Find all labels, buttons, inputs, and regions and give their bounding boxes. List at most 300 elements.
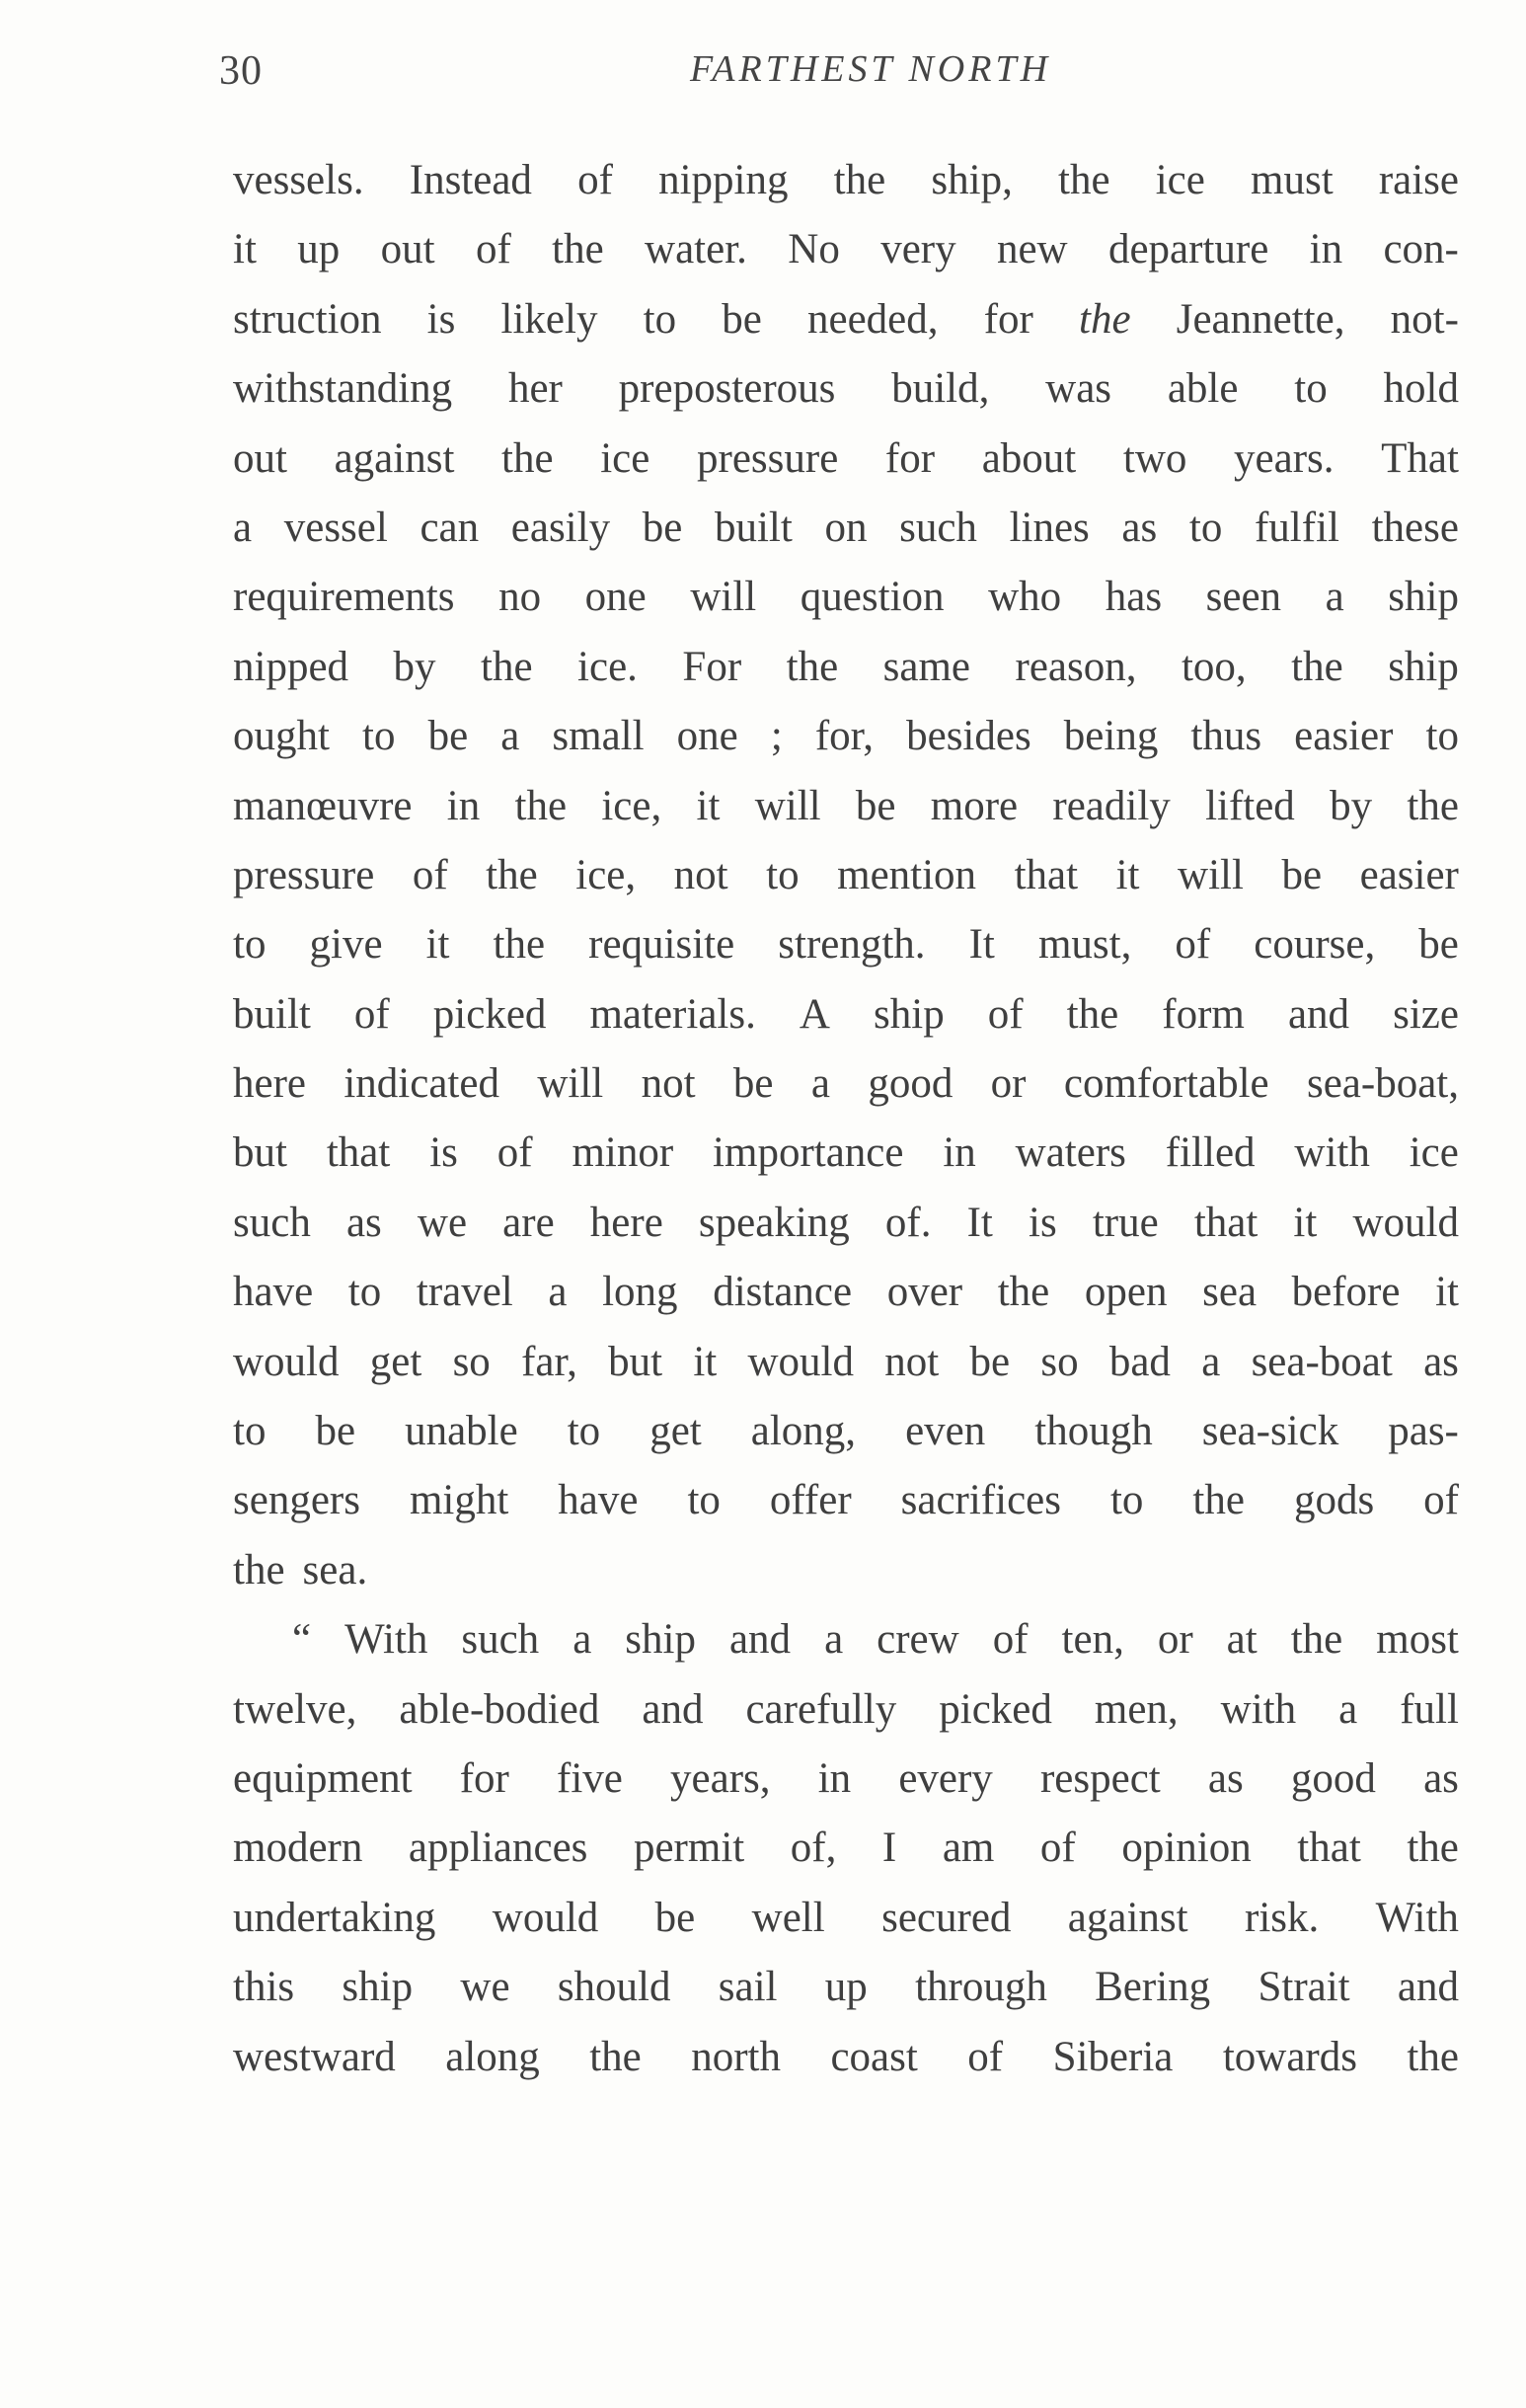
word: easier [1359,851,1459,898]
word: crew [877,1616,959,1664]
word: filled [1165,1129,1256,1177]
word: well [751,1894,825,1941]
word: a [572,1616,592,1664]
word: equipment [233,1754,413,1802]
word: It [966,1199,993,1246]
word: course, [1254,921,1376,969]
word: the [552,226,604,273]
word: one [584,574,647,621]
word: ought [233,713,330,760]
word: up [297,226,341,273]
word: would [747,1338,854,1385]
word: was [1045,365,1112,413]
running-title: FARTHEST NORTH [689,48,1052,90]
word: ice. [577,643,638,690]
word: the [1291,643,1343,690]
word: to [233,1408,267,1455]
word: the [786,643,839,690]
word: Jeannette, [1176,295,1345,343]
word: though [1034,1408,1153,1455]
text-line [233,354,1459,424]
word: gods [1293,1477,1375,1524]
word: a [1338,1685,1358,1733]
word: build, [891,365,990,413]
word: to [233,921,267,969]
word: as [1423,1338,1459,1385]
word: it [1293,1199,1318,1246]
word: No [788,226,840,273]
word: ten, [1061,1616,1124,1664]
word: as [1207,1754,1244,1802]
word: to [362,713,396,760]
word: years, [670,1754,771,1802]
text-line [233,772,1459,841]
word: the [501,434,554,482]
word: It [968,921,995,969]
word: pressure [233,851,375,898]
word: up [824,1964,868,2011]
word: even [905,1408,986,1455]
word: good [868,1060,954,1108]
word: carefully [745,1685,897,1733]
text-line [233,1814,1459,1883]
text-line [233,494,1459,563]
word: that [1014,851,1079,898]
word: con- [1383,226,1459,273]
word: waters [1015,1129,1126,1177]
word: not [641,1060,696,1108]
text-line [233,1397,1459,1466]
word: With [1375,1894,1459,1941]
word: of [353,990,390,1038]
word: or [990,1060,1027,1108]
word: to [687,1477,721,1524]
word: small [552,713,645,760]
word: might [409,1477,509,1524]
word: built [714,504,793,551]
text-line [233,702,1459,771]
word: reason, [1015,643,1137,690]
word: has [1105,574,1163,621]
word: opinion [1121,1825,1252,1872]
page-number: 30 [219,48,263,94]
word: ice [1155,157,1205,203]
text-line [233,1119,1459,1188]
word: form [1162,990,1245,1038]
word: to [567,1408,601,1455]
word: manœuvre [233,782,413,829]
word: of [987,990,1024,1038]
word: Siberia [1052,2033,1174,2080]
word: five [557,1754,623,1802]
word: of [967,2033,1004,2080]
word: of [1423,1477,1459,1524]
word: requisite [588,921,735,969]
word: of [1175,921,1211,969]
word: every [898,1754,993,1802]
word: readily [1052,782,1171,829]
word: this [233,1964,295,2011]
word: not [673,851,728,898]
word: sea-boat [1251,1338,1393,1385]
word: ship [1388,643,1459,690]
word: picked [939,1685,1052,1733]
word: materials. [589,990,756,1038]
word: sea-sick [1201,1408,1339,1455]
word: bad [1108,1338,1171,1385]
word: would [233,1338,340,1385]
word: That [1381,434,1459,482]
text-line [233,633,1459,702]
word: besides [906,713,1031,760]
word: the [833,157,886,203]
word: it [693,1338,718,1385]
word: lines [1009,504,1090,551]
word: to [1109,1477,1144,1524]
text-line [233,1675,1459,1745]
word: very [880,226,956,273]
word: easily [510,504,611,551]
word: ; [770,713,783,760]
word: picked [432,990,547,1038]
word: and [1287,990,1350,1038]
word: a [233,504,253,551]
word: ship [1388,574,1459,621]
word: against [1067,1894,1188,1941]
text-line [233,1884,1459,1953]
word: departure [1107,226,1269,273]
word: preposterous [618,365,836,413]
word: we [417,1199,468,1246]
word: likely [500,295,598,343]
text-line [233,910,1459,979]
word: the [486,851,538,898]
word: to [643,295,677,343]
word: sail [718,1964,778,2011]
word: in [446,782,481,829]
word: north [691,2033,782,2080]
word: westward [233,2033,396,2080]
word: Strait [1258,1964,1350,2011]
word: be [315,1408,356,1455]
word: of. [884,1199,932,1246]
word: risk. [1245,1894,1320,1941]
word: to [347,1269,382,1316]
word: her [507,365,563,413]
word: indicated [343,1060,499,1108]
word: of, [790,1825,837,1872]
word: needed, [807,295,939,343]
text-line [233,1049,1459,1119]
word: the [997,1269,1050,1316]
word: nipping [658,157,789,203]
word: Bering [1095,1964,1211,2011]
word: with [1220,1685,1297,1733]
word: not [884,1338,940,1385]
word: pressure [697,434,839,482]
word: who [988,574,1062,621]
word: size [1393,990,1459,1038]
text-line [233,146,1459,215]
word: no [498,574,542,621]
word: on [824,504,868,551]
word: vessels. [233,157,364,203]
word: to [1188,504,1223,551]
word: a [810,1060,830,1108]
word: towards [1222,2033,1357,2080]
word: fulfil [1254,504,1339,551]
word: be [722,295,762,343]
word: one [676,713,738,760]
word: be [1281,851,1323,898]
word: modern [233,1825,363,1872]
word: pas- [1388,1408,1459,1455]
word: as [1423,1754,1459,1802]
word: same [882,643,971,690]
word: of [412,851,448,898]
word: twelve, [233,1685,357,1733]
word: water. [645,226,747,273]
word: that [326,1129,391,1177]
word: be [732,1060,774,1108]
word: sengers [233,1477,360,1524]
word: importance [713,1129,904,1177]
word: by [1330,782,1373,829]
word: of [475,226,511,273]
word: question [800,574,945,621]
word: struction [233,295,382,343]
word: years. [1234,434,1335,482]
word: such [461,1616,540,1664]
text-line [233,1536,1459,1605]
word: lifted [1205,782,1295,829]
word: ice, [575,851,637,898]
word: a [500,713,520,760]
word: new [996,226,1068,273]
word: long [602,1269,678,1316]
word: out [233,434,287,482]
text-line [233,1466,1459,1535]
word: for [459,1754,509,1802]
word: of [577,157,613,203]
word: be [969,1338,1011,1385]
word: the [1192,1477,1245,1524]
word: offer [769,1477,852,1524]
word: we [460,1964,510,2011]
word: secured [881,1894,1012,1941]
word: in [943,1129,976,1177]
word: as [1121,504,1158,551]
word: hold [1383,365,1459,413]
word: withstanding [233,365,453,413]
word: ice, [601,782,662,829]
word: have [233,1269,314,1316]
word: speaking [698,1199,850,1246]
word: ice [1409,1129,1459,1177]
word: strength. [778,921,926,969]
word: get [649,1408,702,1455]
word: travel [416,1269,513,1316]
word: here [589,1199,663,1246]
word: should [557,1964,671,2011]
word: thus [1190,713,1262,760]
word: vessel [283,504,388,551]
word: the [1407,2033,1459,2080]
word: the [233,1546,285,1593]
word: is [429,1129,458,1177]
word: sea. [302,1546,368,1593]
word: will [537,1060,604,1108]
word: a [1201,1338,1221,1385]
word: A [799,990,830,1038]
word: to [1294,365,1328,413]
word: ship [625,1616,696,1664]
word: nipped [233,643,349,690]
word: the [1079,295,1131,343]
word: unable [405,1408,518,1455]
word: a [824,1616,844,1664]
word: but [233,1129,287,1177]
word: With [344,1616,428,1664]
word: being [1063,713,1159,760]
word: it [1435,1269,1459,1316]
word: for, [814,713,875,760]
word: to [766,851,800,898]
word: over [886,1269,963,1316]
word: coast [830,2033,918,2080]
word: requirements [233,574,455,621]
word: is [426,295,456,343]
word: respect [1039,1754,1161,1802]
word: ice [600,434,650,482]
word: am [942,1825,995,1872]
word: such [233,1199,311,1246]
text-line [233,215,1459,284]
word: most [1376,1616,1459,1664]
word: for [884,434,936,482]
word: must, [1037,921,1132,969]
word: here [233,1060,306,1108]
word: will [1178,851,1244,898]
word: give [309,921,383,969]
word: be [855,782,896,829]
word: sea [1202,1269,1258,1316]
word: and [1397,1964,1459,2011]
word: far, [521,1338,577,1385]
word: I [881,1825,897,1872]
word: two [1122,434,1187,482]
word: but [608,1338,663,1385]
word: along, [750,1408,857,1455]
running-head [219,47,1459,117]
word: will [690,574,757,621]
word: the [589,2033,642,2080]
word: against [334,434,455,482]
word: appliances [408,1825,588,1872]
word: to [1425,713,1459,760]
word: raise [1378,157,1459,203]
word: be [427,713,469,760]
word: full [1400,1685,1459,1733]
word: it [425,921,450,969]
text-line [233,1189,1459,1258]
word: can [420,504,480,551]
word: built [233,990,311,1038]
word: in [817,1754,852,1802]
word: men, [1094,1685,1179,1733]
word: it [233,226,257,273]
word: a [1325,574,1344,621]
text-line [233,980,1459,1049]
word: have [558,1477,639,1524]
word: and [728,1616,792,1664]
word: would [1352,1199,1459,1246]
text-line [233,1745,1459,1814]
text-line [233,2023,1459,2092]
word: be [654,1894,696,1941]
word: the [1058,157,1110,203]
text-line [233,1953,1459,2022]
word: and [642,1685,704,1733]
word: as [345,1199,382,1246]
word: a [548,1269,568,1316]
word: good [1290,1754,1376,1802]
word: such [899,504,977,551]
word: before [1291,1269,1401,1316]
word: ship [342,1964,414,2011]
word: be [1418,921,1459,969]
word: minor [572,1129,674,1177]
word: of [992,1616,1029,1664]
word: too, [1181,643,1247,690]
word: mention [837,851,977,898]
word: through [915,1964,1047,2011]
word: are [502,1199,555,1246]
word: that [1297,1825,1361,1872]
word: it [696,782,721,829]
word: the [1407,782,1459,829]
word: able [1167,365,1239,413]
text-line [233,1328,1459,1397]
word: must [1251,157,1334,203]
word: ship [874,990,945,1038]
word: the [493,921,546,969]
word: about [981,434,1077,482]
word: along [445,2033,540,2080]
text-line [233,1605,1459,1674]
word: at [1226,1616,1258,1664]
word: the [1407,1825,1459,1872]
word: get [369,1338,422,1385]
word: ship, [931,157,1013,203]
word: by [393,643,436,690]
word: these [1371,504,1459,551]
word: sacrifices [900,1477,1061,1524]
word: be [642,504,683,551]
word: the [514,782,568,829]
word: in [1309,226,1343,273]
word: Instead [409,157,532,203]
word: seen [1205,574,1282,621]
word: For [682,643,742,690]
body-text [233,146,1459,2092]
word: distance [713,1269,853,1316]
word: for [983,295,1033,343]
word: is [1029,1199,1057,1246]
text-line [233,425,1459,494]
word: more [930,782,1019,829]
word: with [1294,1129,1370,1177]
